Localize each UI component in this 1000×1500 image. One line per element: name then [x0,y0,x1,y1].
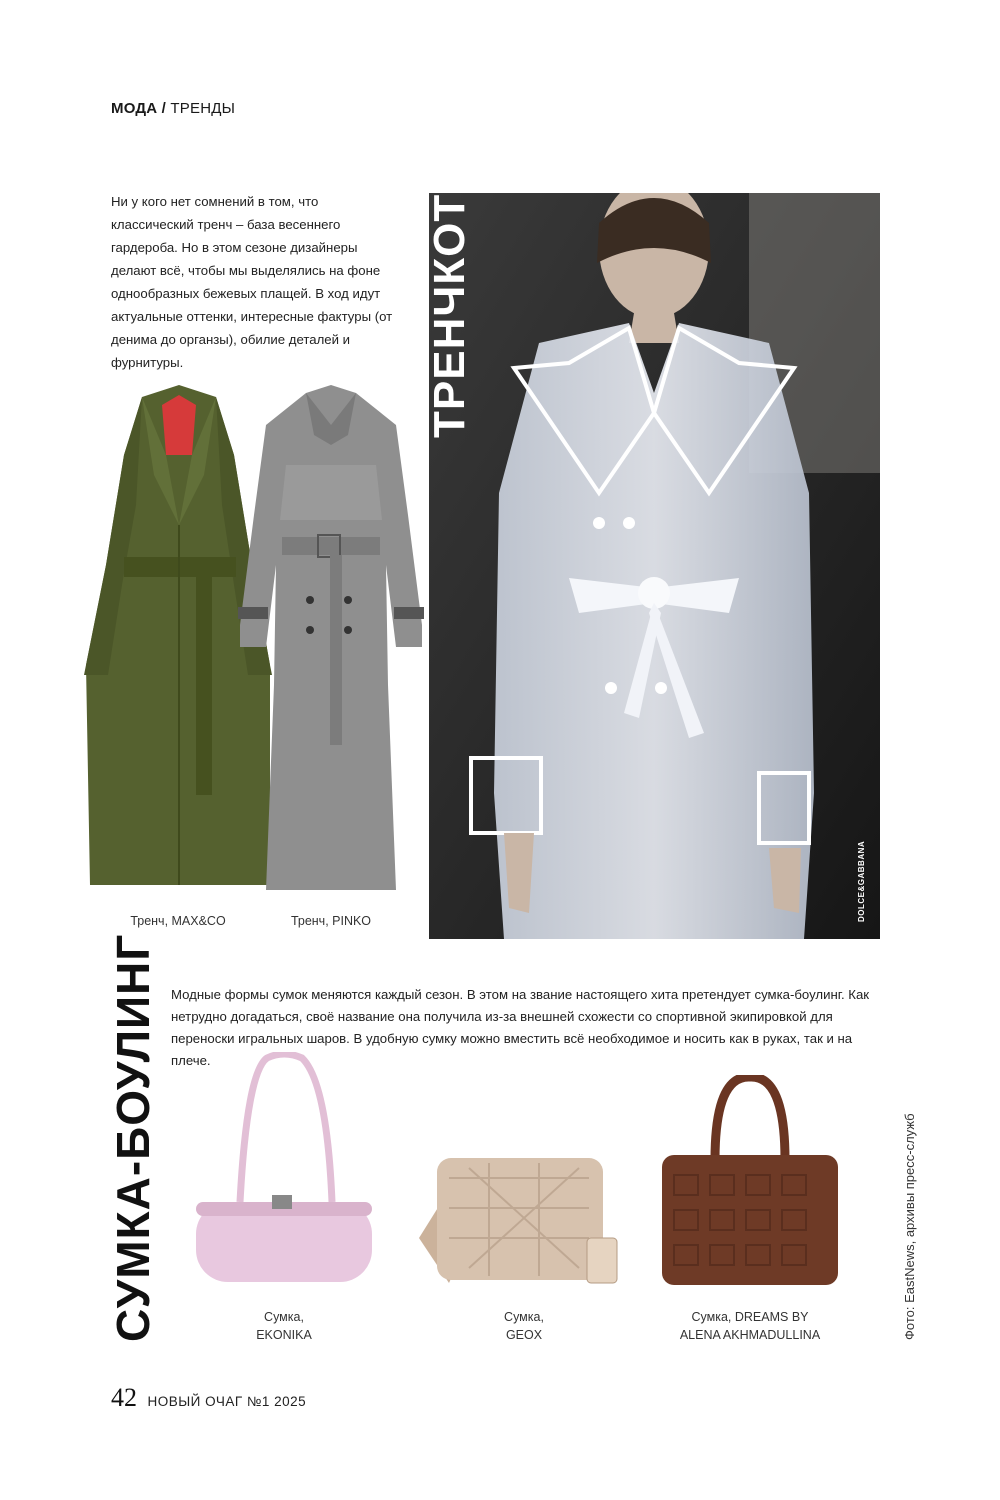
alena-akhmadullina-caption-line2: ALENA AKHMADULLINA [679,1328,821,1342]
ekonika-caption [219,1308,349,1344]
dolce-gabbana-credit: DOLCE&GABBANA [857,840,866,922]
alena-akhmadullina-caption-line1: Сумка, DREAMS BY [691,1310,809,1324]
bags-title: СУМКА-БОУЛИНГ [107,933,159,1342]
page-number: 42 [111,1383,137,1412]
subsection-name: ТРЕНДЫ [170,100,236,117]
page-footer [111,1383,306,1413]
trench-intro-text: Ни у кого нет сомнений в том, что классический тренч – база весеннего гардероба. Но в этом сезоне дизайнеры делают всё, чтобы мы выделялись на фоне однообразных бежевых плащей. В ход идут актуальные оттенки, интересные фактуры (от денима до органзы), обилие деталей и фурнитуры. [111,194,393,370]
geox-caption-line1: Сумка, [504,1310,544,1324]
magazine-issue: НОВЫЙ ОЧАГ №1 2025 [147,1394,307,1409]
alena-akhmadullina-bag-image [660,1075,840,1290]
ekonika-bag-image [192,1052,376,1287]
alena-akhmadullina-caption [665,1308,835,1344]
runway-photo-illustration [429,193,880,939]
section-label [111,100,235,117]
ekonika-caption-line2: EKONIKA [256,1328,312,1342]
ekonika-caption-line1: Сумка, [264,1310,304,1324]
max-co-caption: Тренч, MAX&CO [130,914,226,928]
bags-intro-text: Модные формы сумок меняются каждый сезон. В этом на звание настоящего хита претендует сумка-боулинг. Как нетрудно догадаться, своё название она получила из-за внешней схожести со спортивной экипировкой для переноски игральных шаров. В удобную сумку можно вместить всё необходимое и носить как в руках, так и на плече. [171,987,870,1068]
photo-credit: Фото: EastNews, архивы пресс-служб [902,1113,917,1340]
pinko-caption: Тренч, PINKO [290,914,372,928]
grey-trench-image [236,385,426,900]
trench-title: ТРЕНЧКОТ [425,193,474,438]
geox-caption-line2: GEOX [505,1328,543,1342]
section-separator: / [161,100,167,117]
section-name: МОДА [111,100,158,117]
runway-photo [429,193,880,939]
geox-bag-image [409,1148,621,1288]
geox-caption [459,1308,589,1344]
